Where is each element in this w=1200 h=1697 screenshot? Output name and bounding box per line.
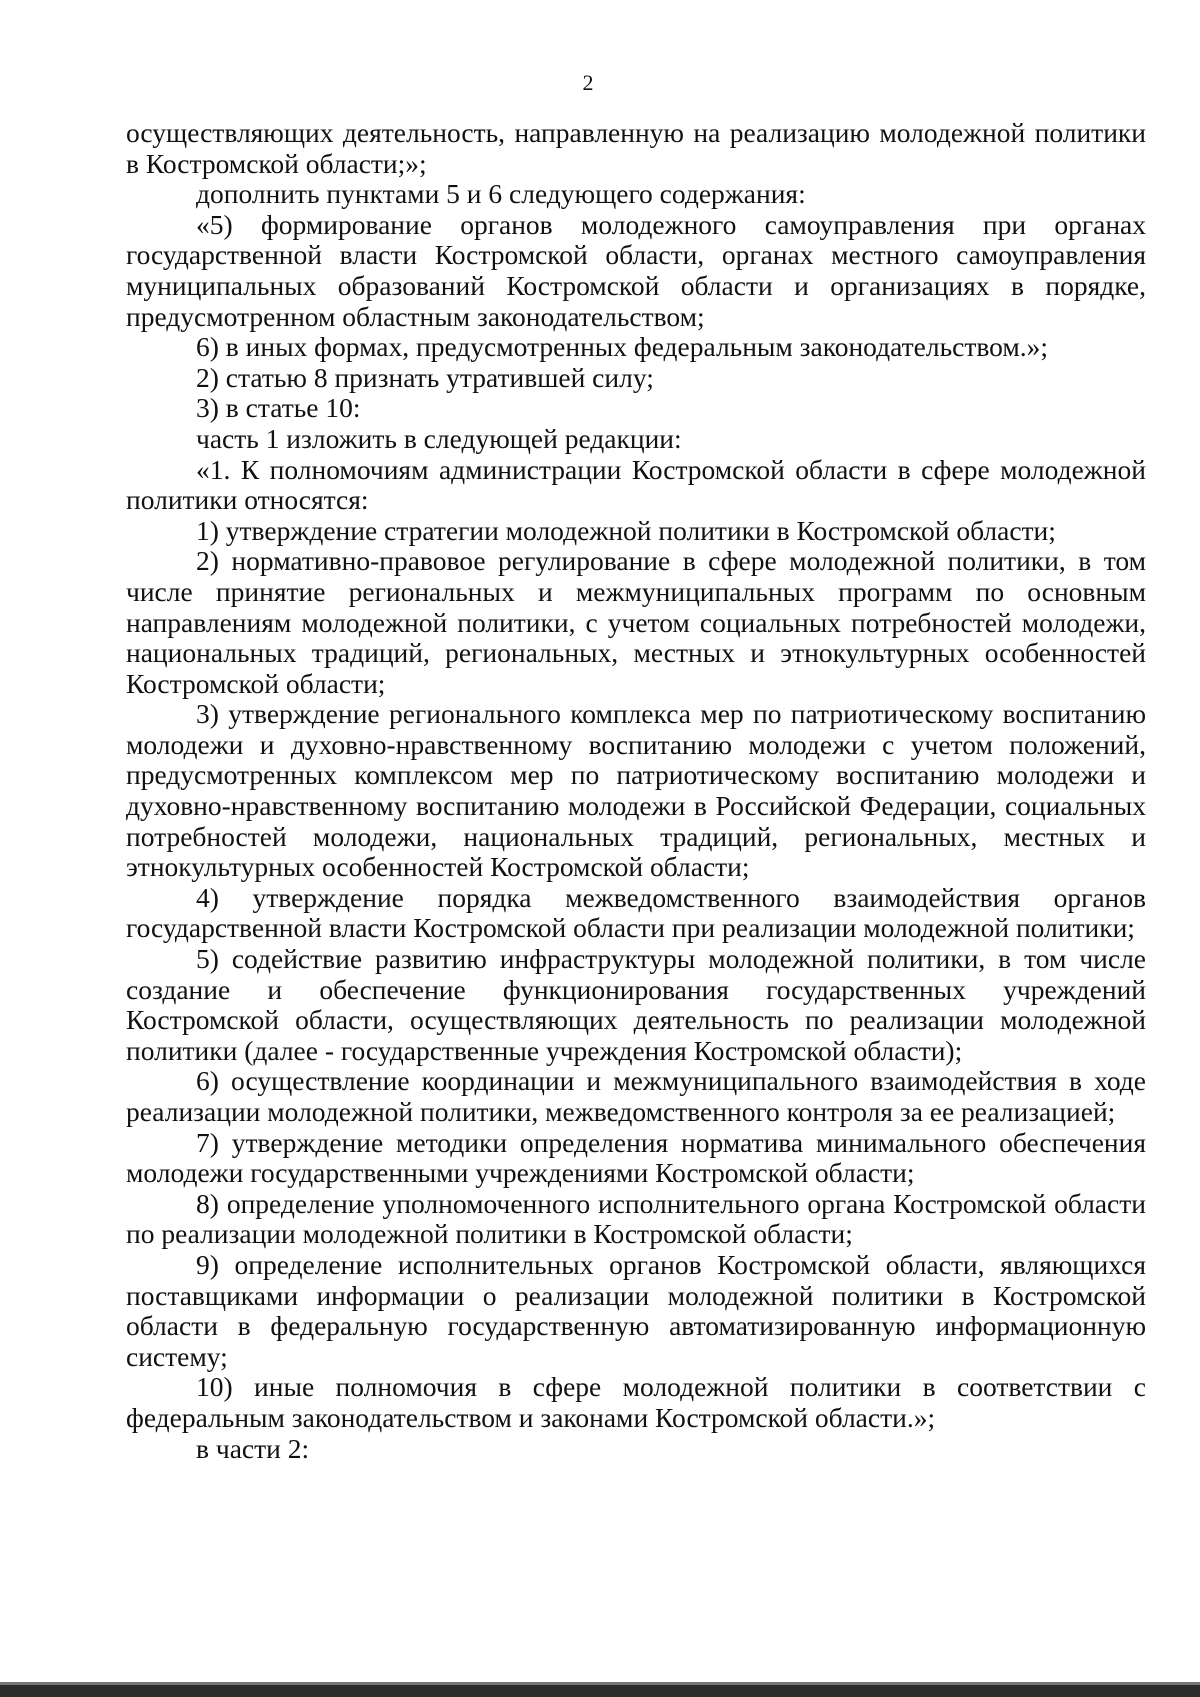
paragraph: 3) в статье 10:: [196, 392, 361, 424]
paragraph: 10) иные полномочия в сфере молодежной политики в соответствии с федеральным законодательством и законами Костромской области.»;: [126, 1371, 1146, 1433]
paragraph: «5) формирование органов молодежного самоуправления при органах государственной власти Костромской области, органах местного самоуправления муниципальных образований Костромской области и организациях в порядке, предусмотренном областным законодательством;: [126, 208, 1146, 332]
paragraph: 6) осуществление координации и межмуниципального взаимодействия в ходе реализации молодежной политики, межведомственного контроля за ее реализацией;: [126, 1065, 1146, 1127]
document-body: [126, 118, 1146, 1464]
paragraph: 2) нормативно-правовое регулирование в сфере молодежной политики, в том числе принятие региональных и межмуниципальных программ по основным направлениям молодежной политики, с учетом социальных потребностей молодежи, национальных традиций, региональных, местных и этнокультурных особенностей Костромской области;: [126, 545, 1146, 699]
paragraph: 1) утверждение стратегии молодежной политики в Костромской области;: [196, 514, 1056, 546]
paragraph: «1. К полномочиям администрации Костромской области в сфере молодежной политики относятся:: [126, 453, 1146, 516]
page-number: 2: [582, 70, 594, 95]
paragraph: в части 2:: [196, 1432, 310, 1464]
paragraph: 7) утверждение методики определения норматива минимального обеспечения молодежи государственными учреждениями Костромской области;: [126, 1126, 1146, 1189]
paragraph: 6) в иных формах, предусмотренных федеральным законодательством.»;: [196, 331, 1049, 363]
paragraph: 4) утверждение порядка межведомственного взаимодействия органов государственной власти Костромской области при реализации молодежной политики;: [126, 881, 1146, 944]
paragraph: 9) определение исполнительных органов Костромской области, являющихся поставщиками информации о реализации молодежной политики в Костромской области в федеральную государственную автоматизированную информационную систему;: [126, 1248, 1146, 1372]
paragraph: дополнить пунктами 5 и 6 следующего содержания:: [196, 178, 806, 210]
paragraph: 8) определение уполномоченного исполнительного органа Костромской области по реализации молодежной политики в Костромской области;: [126, 1187, 1146, 1250]
scan-bottom-border: [0, 1685, 1200, 1697]
paragraph: часть 1 изложить в следующей редакции:: [196, 422, 682, 454]
paragraph: 5) содействие развитию инфраструктуры молодежной политики, в том числе создание и обеспечение функционирования государственных учреждений Костромской области, осуществляющих деятельность по реализации молодежной политики (далее - государственные учреждения Костромской области);: [126, 943, 1146, 1066]
paragraph: 2) статью 8 признать утратившей силу;: [196, 361, 654, 393]
paragraph: осуществляющих деятельность, направленную на реализацию молодежной политики в Костромской области;»;: [126, 117, 1146, 179]
paragraph: 3) утверждение регионального комплекса мер по патриотическому воспитанию молодежи и духовно-нравственному воспитанию молодежи с учетом положений, предусмотренных комплексом мер по патриотическому воспитанию молодежи и духовно-нравственному воспитанию молодежи в Российской Федерации, социальных потребностей молодежи, национальных традиций, региональных, местных и этнокультурных особенностей Костромской области;: [126, 698, 1146, 883]
